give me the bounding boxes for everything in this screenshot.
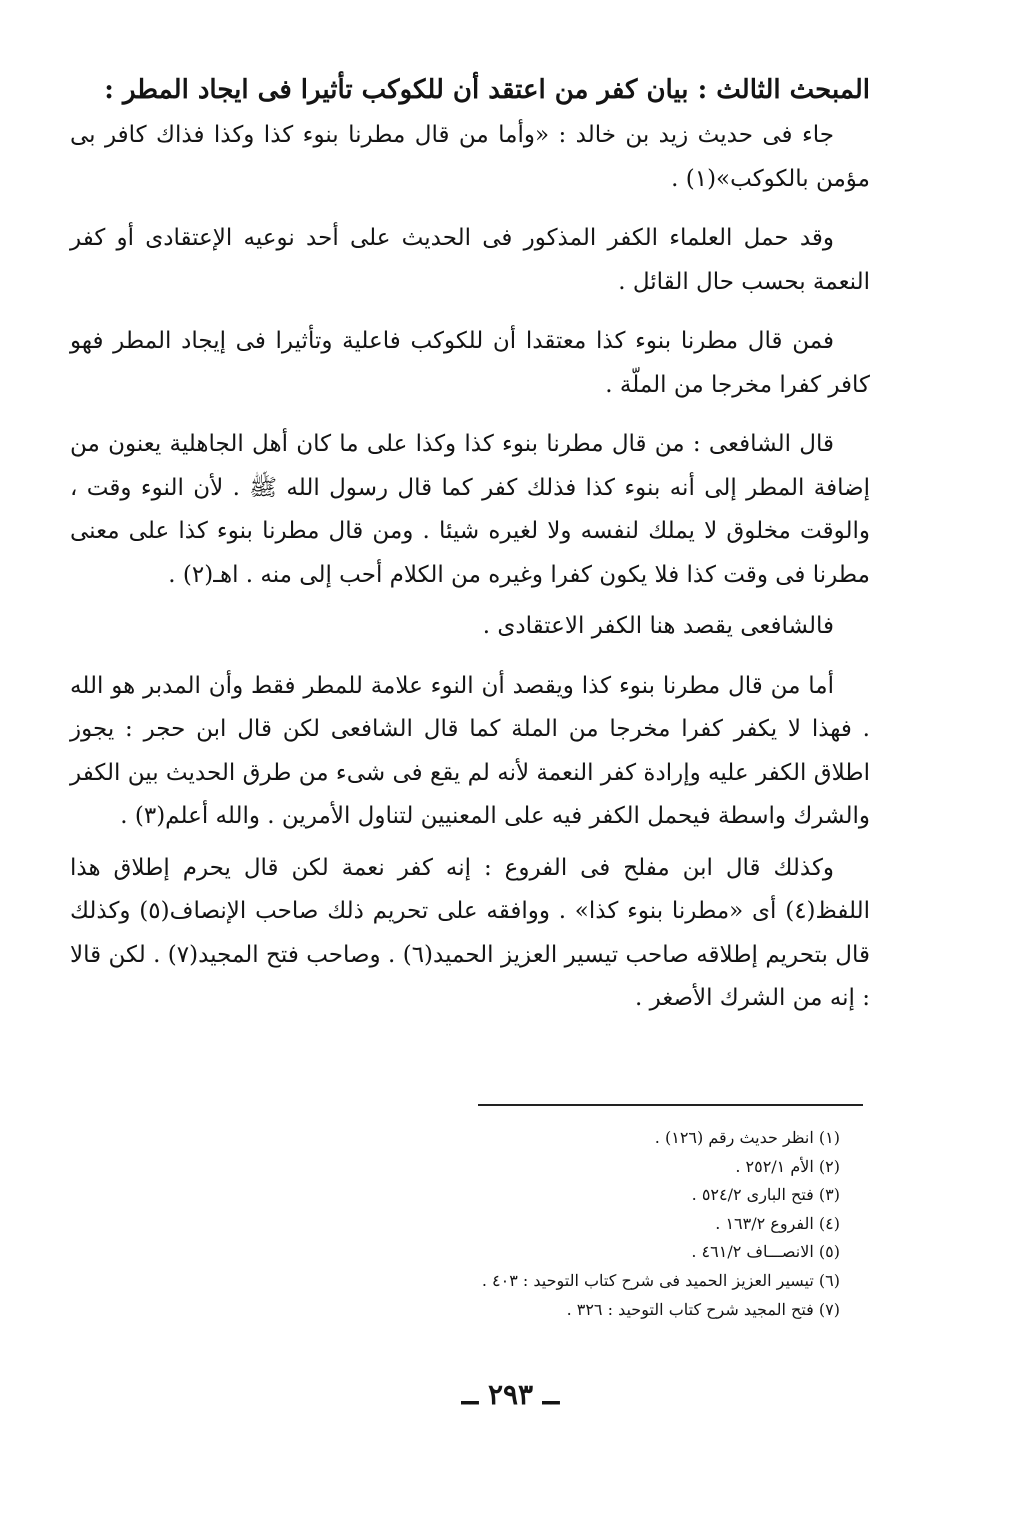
footnote-2: (٢) الأم ٢٥٢/١ . [735,1156,840,1176]
footnote-1: (١) انظر حديث رقم (١٢٦) . [654,1128,840,1147]
paragraph-6: أما من قال مطرنا بنوء كذا ويقصد أن النوء علامة للمطر فقط وأن المدبر هو الله . فهذا لا يكفر كفرا مخرجا من الملة كما قال الشافعى لكن قال ابن حجر : يجوز اطلاق الكفر عليه وإرادة كفر النعمة لأنه لم يقع فى شىء من طرق الحديث بين الكفر والشرك واسطة فيحمل الكفر فيه على المعنيين لتناول الأمرين . والله أعلم(٣) . [70,672,870,829]
section-heading: المبحث الثالث : بيان كفر من اعتقد أن للكوكب تأثيرا فى ايجاد المطر : [104,75,870,105]
footnote-7: (٧) فتح المجيد شرح كتاب التوحيد : ٣٢٦ . [566,1299,840,1319]
page-number: ــ ٢٩٣ ــ [461,1378,560,1411]
footnote-3: (٣) فتح البارى ٥٢٤/٢ . [691,1185,840,1205]
paragraph-3: فمن قال مطرنا بنوء كذا معتقدا أن للكوكب فاعلية وتأثيرا فى إيجاد المطر فهو كافر كفرا مخرجا من الملّة . [70,328,870,398]
paragraph-1: جاء فى حديث زيد بن خالد : «وأما من قال مطرنا بنوء كذا وكذا فذاك كافر بى مؤمن بالكوكب»(١) . [70,122,870,192]
paragraph-4: قال الشافعى : من قال مطرنا بنوء كذا وكذا على ما كان أهل الجاهلية يعنون من إضافة المطر إلى أنه بنوء كذا فذلك كفر كما قال رسول الله ﷺ . لأن النوء وقت ، والوقت مخلوق لا يملك لنفسه ولا لغيره شيئا . ومن قال مطرنا بنوء كذا على معنى مطرنا فى وقت كذا فلا يكون كفرا وغيره من الكلام أحب إلى منه . اهـ(٢) . [70,431,870,588]
paragraph-5: فالشافعى يقصد هنا الكفر الاعتقادى . [482,613,834,639]
paragraph-2: وقد حمل العلماء الكفر المذكور فى الحديث على أحد نوعيه الإعتقادى أو كفر النعمة بحسب حال القائل . [70,225,870,295]
footnote-6: (٦) تيسير العزيز الحميد فى شرح كتاب التوحيد : ٤٠٣ . [481,1270,840,1290]
footnote-divider [478,1104,863,1106]
footnote-4: (٤) الفروع ١٦٣/٢ . [715,1213,840,1233]
paragraph-7: وكذلك قال ابن مفلح فى الفروع : إنه كفر نعمة لكن قال يحرم إطلاق هذا اللفظ(٤) أى «مطرنا بنوء كذا» . ووافقه على تحريم ذلك صاحب الإنصاف(٥) وكذلك قال بتحريم إطلاقه صاحب تيسير العزيز الحميد(٦) . وصاحب فتح المجيد(٧) . لكن قالا : إنه من الشرك الأصغر . [70,854,870,1011]
main-text [70,68,870,1037]
footnotes [440,1124,840,1324]
footnote-5: (٥) الانصـــاف ٤٦١/٢ . [691,1242,840,1262]
